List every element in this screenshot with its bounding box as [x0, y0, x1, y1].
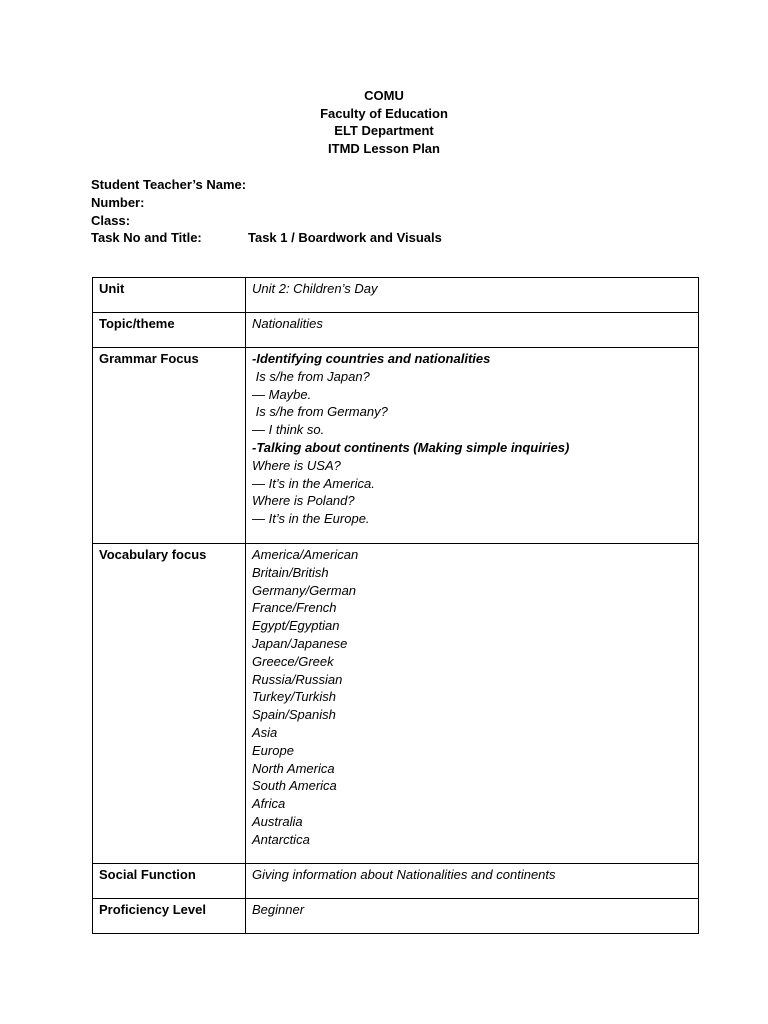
value-line: Europe — [252, 742, 294, 758]
task-row — [91, 229, 442, 247]
row-label: Unit — [93, 278, 246, 313]
student-info-block — [91, 176, 442, 247]
value-line: South America — [252, 778, 337, 794]
lesson-plan-table-body — [93, 278, 699, 934]
value-line: Japan/Japanese — [252, 635, 348, 651]
header-faculty: Faculty of Education — [320, 105, 448, 121]
value-line: -Identifying countries and nationalities — [252, 351, 491, 366]
row-value — [246, 544, 699, 864]
student-teacher-row — [91, 176, 442, 194]
value-line: Germany/German — [252, 582, 357, 598]
header-document-title: ITMD Lesson Plan — [328, 141, 440, 157]
value-line: Australia — [252, 813, 303, 829]
header-institution: COMU — [364, 88, 404, 103]
value-line: Giving information about Nationalities and continents — [252, 867, 556, 882]
row-value — [246, 899, 699, 934]
document-header — [0, 87, 768, 158]
value-line: North America — [252, 760, 335, 776]
value-line: Where is USA? — [252, 457, 341, 473]
task-label: Task No and Title: — [91, 230, 202, 246]
value-line: Unit 2: Children’s Day — [252, 281, 378, 296]
header-department: ELT Department — [334, 123, 434, 139]
value-line: — It’s in the Europe. — [252, 511, 370, 527]
row-label: Topic/theme — [93, 313, 246, 348]
value-line: — Maybe. — [252, 386, 312, 402]
value-line: Britain/British — [252, 564, 329, 580]
row-value — [246, 313, 699, 348]
value-line: Spain/Spanish — [252, 707, 336, 723]
value-line: — It’s in the America. — [252, 475, 375, 491]
task-value: Task 1 / Boardwork and Visuals — [248, 230, 442, 246]
row-label: Vocabulary focus — [93, 544, 246, 864]
row-label: Grammar Focus — [93, 348, 246, 544]
value-line: Is s/he from Japan? — [252, 368, 370, 384]
value-line: France/French — [252, 600, 337, 616]
value-line: Antarctica — [252, 831, 310, 847]
value-line: Turkey/Turkish — [252, 689, 337, 705]
value-line: Beginner — [252, 902, 305, 917]
number-row — [91, 194, 442, 212]
value-line: -Talking about continents (Making simple inquiries) — [252, 439, 570, 455]
student-teacher-label: Student Teacher’s Name: — [91, 177, 247, 192]
number-label: Number: — [91, 194, 145, 210]
table-row — [93, 313, 699, 348]
value-line: Egypt/Egyptian — [252, 618, 340, 634]
value-line: Asia — [252, 724, 278, 740]
lesson-plan-table — [92, 277, 699, 934]
table-row — [93, 864, 699, 899]
row-label: Social Function — [93, 864, 246, 899]
value-line: Russia/Russian — [252, 671, 343, 687]
row-value — [246, 278, 699, 313]
table-row — [93, 899, 699, 934]
class-label: Class: — [91, 212, 131, 228]
table-row — [93, 544, 699, 864]
value-line: — I think so. — [252, 422, 325, 438]
value-line: Nationalities — [252, 316, 323, 331]
table-row — [93, 278, 699, 313]
value-line: Greece/Greek — [252, 653, 334, 669]
row-value — [246, 348, 699, 544]
value-line: Africa — [252, 796, 286, 812]
class-row — [91, 212, 442, 230]
value-line: America/American — [252, 547, 359, 562]
value-line: Is s/he from Germany? — [252, 404, 388, 420]
row-label: Proficiency Level — [93, 899, 246, 934]
value-line: Where is Poland? — [252, 493, 355, 509]
table-row — [93, 348, 699, 544]
row-value — [246, 864, 699, 899]
